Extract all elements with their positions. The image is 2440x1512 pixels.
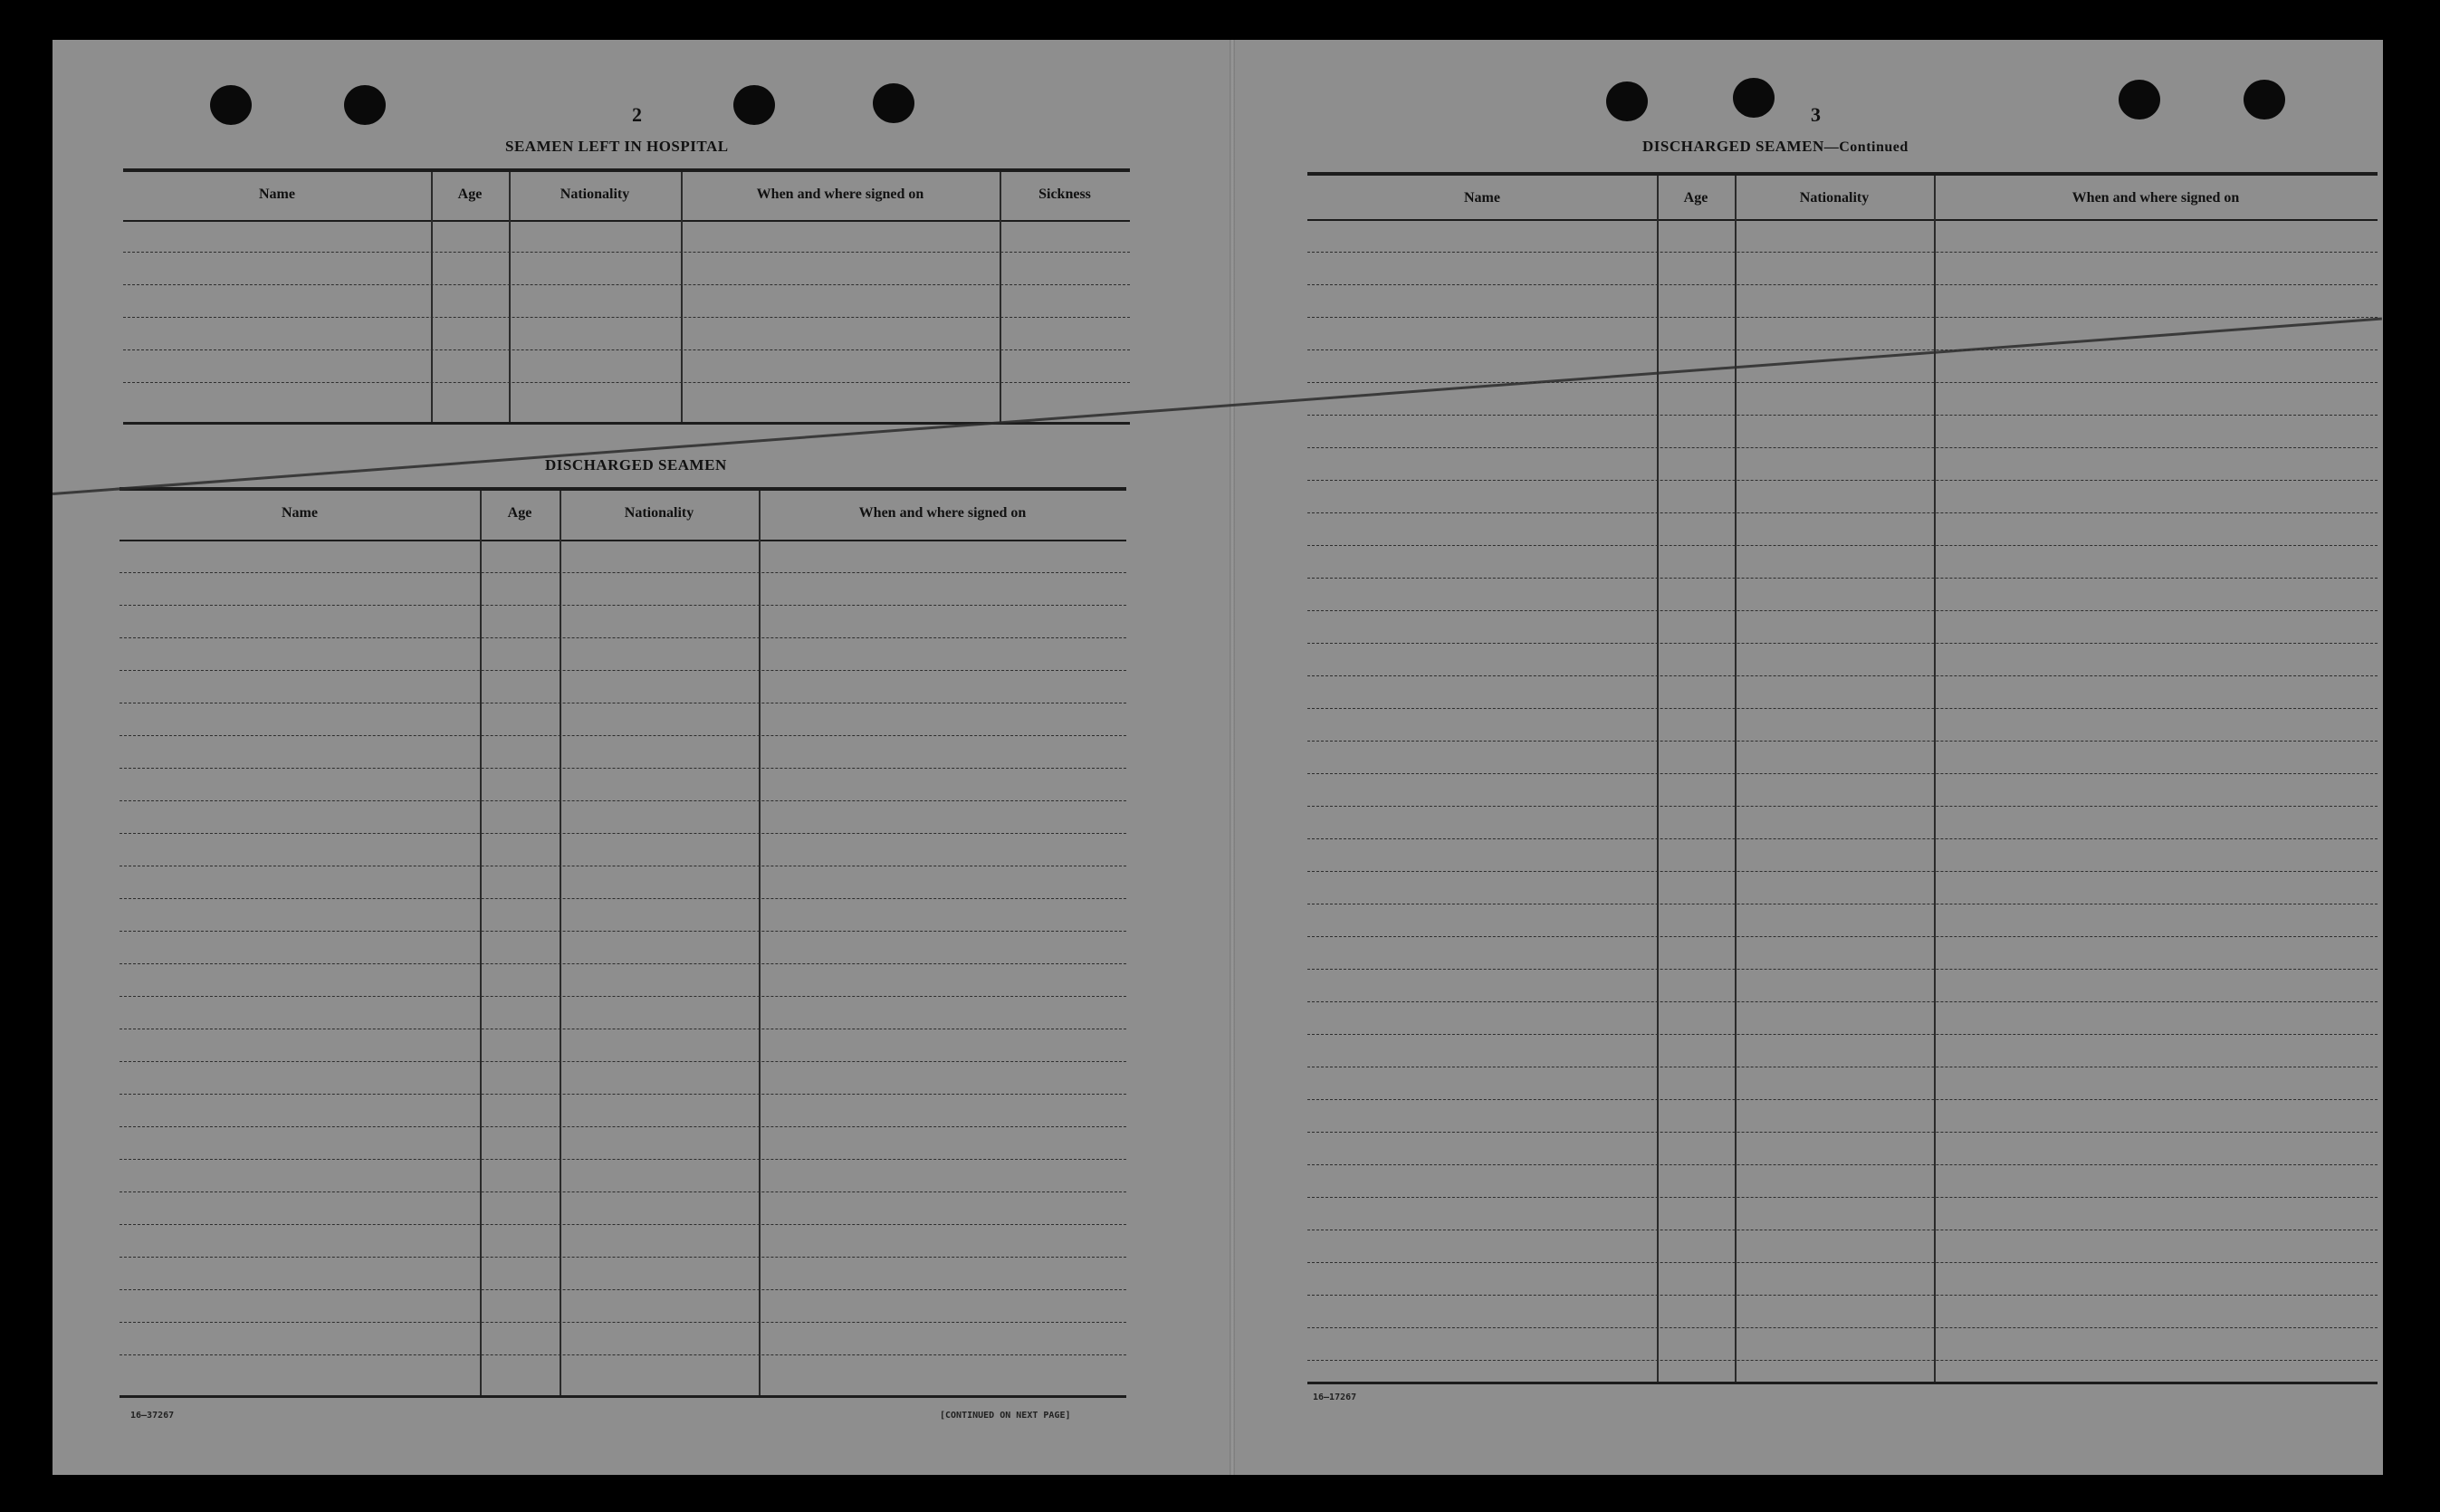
form-number-right: 16—17267 — [1313, 1392, 1357, 1402]
col-header-age: Age — [507, 505, 532, 521]
table-row — [1307, 936, 2378, 937]
table-row — [1307, 838, 2378, 839]
table-row — [1307, 1164, 2378, 1165]
table-row — [120, 931, 1126, 932]
discharged-table-left — [120, 487, 1126, 1438]
table-row — [123, 252, 1130, 253]
col-header-signed-on: When and where signed on — [756, 187, 924, 202]
table-row — [120, 1224, 1126, 1225]
table-row — [1307, 382, 2378, 383]
table-row — [120, 1354, 1126, 1355]
table-row — [1307, 1295, 2378, 1296]
table-row — [1307, 317, 2378, 318]
col-header-name: Name — [282, 505, 318, 521]
table-row — [1307, 1327, 2378, 1328]
table-row — [120, 898, 1126, 899]
col-header-signed-on: When and where signed on — [2072, 190, 2240, 206]
table-row — [120, 1126, 1126, 1127]
punch-hole — [2119, 80, 2160, 120]
col-header-age: Age — [457, 187, 483, 202]
punch-hole — [2244, 80, 2285, 120]
table-row — [120, 1322, 1126, 1323]
table-row — [120, 637, 1126, 638]
col-header-nationality: Nationality — [624, 505, 694, 521]
table-row — [1307, 480, 2378, 481]
table-row — [1307, 1034, 2378, 1035]
discharged-title-text: DISCHARGED SEAMEN — [1642, 138, 1824, 155]
table-row — [120, 1289, 1126, 1290]
table-row — [120, 800, 1126, 801]
table-row — [123, 349, 1130, 350]
col-header-age: Age — [1683, 190, 1708, 206]
punch-hole — [210, 85, 252, 125]
table-row — [120, 670, 1126, 671]
table-row — [1307, 1197, 2378, 1198]
table-row — [1307, 969, 2378, 970]
table-row — [1307, 708, 2378, 709]
table-row — [1307, 871, 2378, 872]
table-row — [120, 963, 1126, 964]
table-row — [1307, 545, 2378, 546]
table-row — [120, 1094, 1126, 1095]
punch-hole — [1606, 81, 1648, 121]
table-row — [120, 1061, 1126, 1062]
continued-note: [CONTINUED ON NEXT PAGE] — [940, 1411, 1071, 1421]
col-header-nationality: Nationality — [1799, 190, 1870, 206]
hospital-section-title: SEAMEN LEFT IN HOSPITAL — [505, 138, 729, 155]
page-number-left: 2 — [632, 103, 642, 126]
table-row — [1307, 1132, 2378, 1133]
punch-hole — [873, 83, 914, 123]
table-row — [123, 284, 1130, 285]
col-header-signed-on: When and where signed on — [858, 505, 1027, 521]
table-row — [1307, 741, 2378, 742]
punch-hole — [344, 85, 386, 125]
table-row — [120, 996, 1126, 997]
table-row — [120, 833, 1126, 834]
table-row — [1307, 578, 2378, 579]
table-row — [1307, 773, 2378, 774]
table-row — [1307, 806, 2378, 807]
table-row — [1307, 643, 2378, 644]
form-number-left: 16—37267 — [130, 1411, 175, 1421]
table-row — [1307, 1099, 2378, 1100]
table-row — [1307, 610, 2378, 611]
table-row — [1307, 1360, 2378, 1361]
table-row — [120, 735, 1126, 736]
discharged-section-title: DISCHARGED SEAMEN — [545, 456, 727, 474]
table-row — [1307, 1001, 2378, 1002]
table-row — [1307, 675, 2378, 676]
col-header-sickness: Sickness — [1038, 187, 1091, 202]
table-row — [120, 572, 1126, 573]
table-row — [120, 605, 1126, 606]
discharged-continued-title — [1642, 138, 1909, 156]
table-row — [1307, 1262, 2378, 1263]
table-row — [1307, 349, 2378, 350]
table-row — [1307, 512, 2378, 513]
table-row — [1307, 447, 2378, 448]
punch-hole — [1733, 78, 1775, 118]
col-header-nationality: Nationality — [560, 187, 630, 202]
table-row — [123, 317, 1130, 318]
col-header-name: Name — [1464, 190, 1500, 206]
table-row — [120, 1191, 1126, 1192]
continued-suffix: —Continued — [1823, 139, 1909, 155]
page-number-right: 3 — [1811, 103, 1821, 126]
page-fold — [1230, 40, 1235, 1475]
col-header-name: Name — [259, 187, 295, 202]
table-row — [1307, 252, 2378, 253]
table-row — [120, 768, 1126, 769]
table-row — [1307, 284, 2378, 285]
table-row — [120, 1159, 1126, 1160]
form-sheet — [53, 40, 2383, 1475]
table-row — [123, 382, 1130, 383]
punch-hole — [733, 85, 775, 125]
table-row — [120, 1257, 1126, 1258]
table-row — [1307, 415, 2378, 416]
